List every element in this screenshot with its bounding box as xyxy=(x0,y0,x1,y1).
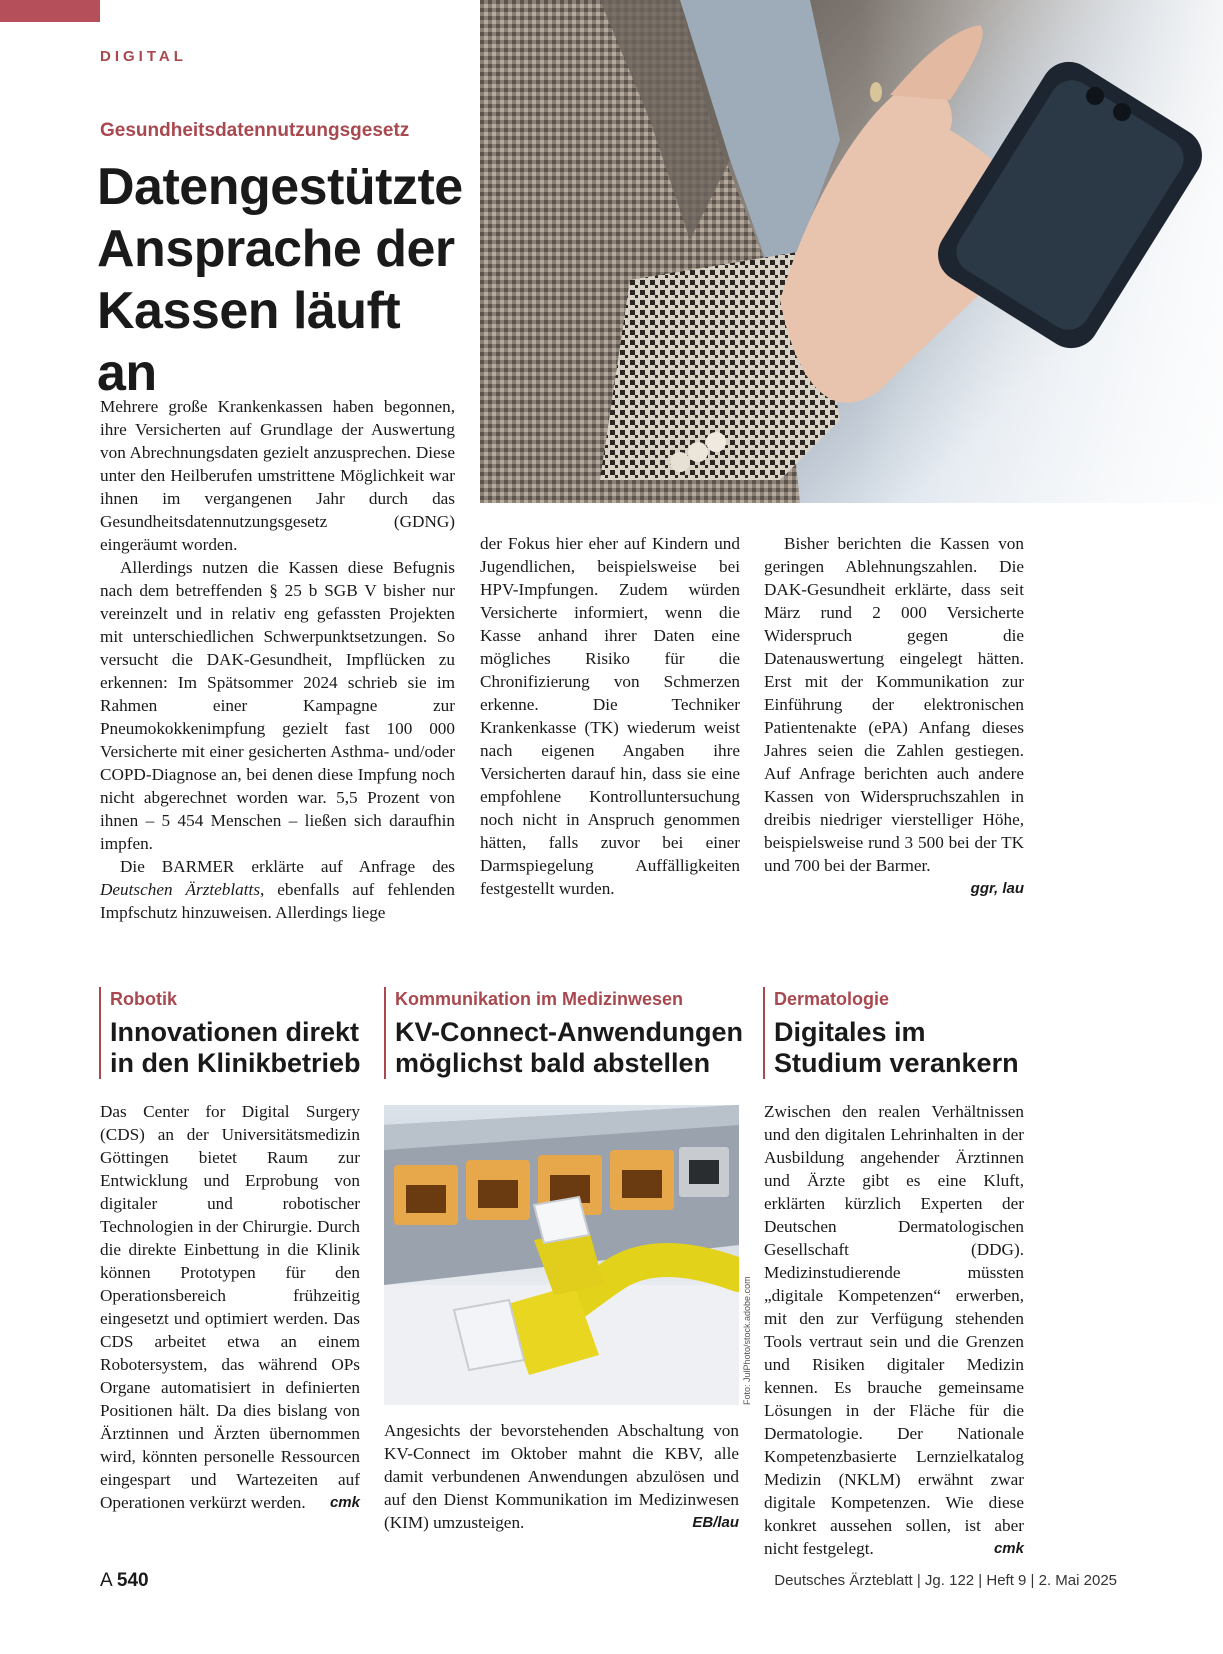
box-title: Digitales im Studium verankern xyxy=(774,1017,1019,1078)
main-headline: Datengestützte Ansprache der Kassen läuft an xyxy=(97,158,463,402)
photo-credit: Foto: JulPhoto/stock.adobe.com xyxy=(742,1276,752,1405)
dermatologie-header xyxy=(763,987,1036,1079)
author-signature: EB/lau xyxy=(692,1514,739,1531)
main-article-column-1 xyxy=(100,395,455,924)
paragraph-text: Die BARMER erklärte auf Anfrage des xyxy=(120,857,455,876)
robotik-body xyxy=(100,1100,360,1514)
paragraph: Mehrere große Krankenkassen haben begonnen, ihre Versicherten auf Grundlage der Auswertung von Abrechnungsdaten gezielt anzusprechen. Diese unter den Heilberufen umstrittene Möglichkeit war ihnen im vergangenen Jahr durch das Gesundheitsdatennutzungsgesetz (GDNG) eingeräumt worden. xyxy=(100,397,455,554)
paragraph-text: Zwischen den realen Verhältnissen und den digitalen Lehrinhalten in der Ausbildung angehender Ärztinnen und Ärzte gibt es eine Kluft, erklärten kürzlich Experten der Deutschen Dermatologischen Gesellschaft (DDG). Medizinstudierende müssten „digitale Kompetenzen“ erwerben, mit den zur Verfügung stehenden Tools vertraut sein und die Grenzen und Risiken digitaler Medizin kennen. Es brauche gemeinsame Lösungen in der Fläche für die Dermatologie. Der Nationale Kompetenzbasierte Lernzielkatalog Medizin (NKLM) erwähnt zwar digitale Kompetenzen. Wie diese konkret aussehen sollen, ist aber nicht festgelegt. xyxy=(764,1102,1024,1558)
network-cable-photo xyxy=(384,1105,739,1405)
box-title: KV-Connect-Anwendungen möglichst bald abstellen xyxy=(395,1017,743,1078)
paragraph: Bisher berichten die Kassen von geringen Ablehnungszahlen. Die DAK-Gesundheit erklärte, dass seit März rund 2 000 Versicherte Widerspruch gegen die Datenauswertung eingelegt hätten. Erst mit der Kommunikation zur Einführung der elektronischen Patientenakte (ePA) Anfang dieses Jahres seien die Zahlen gestiegen. Auf Anfrage berichten auch andere Kassen von Widerspruchszahlen in dreibis niedriger vierstelliger Höhe, beispielsweise rund 3 500 bei der TK und 700 bei der Barmer. xyxy=(764,534,1024,875)
box-kicker: Robotik xyxy=(110,989,177,1009)
paragraph-text: Angesichts der bevorstehenden Abschaltung von KV-Connect im Oktober mahnt die KBV, alle damit verbundenen Anwendungen abzulösen und auf den Dienst Kommunikation im Medizinwesen (KIM) umzusteigen. xyxy=(384,1421,739,1532)
author-signature: cmk xyxy=(329,1494,360,1511)
paragraph: Allerdings nutzen die Kassen diese Befugnis nach dem betreffenden § 25 b SGB V bisher nur vereinzelt und in relativ eng gefassten Projekten mit unterschiedlichen Schwerpunktsetzungen. So versucht die DAK-Gesundheit, Impflücken zu erkennen: Im Spätsommer 2024 schrieb sie im Rahmen einer Kampagne zur Pneumokokkenimpfung gezielt fast 100 000 Versicherte mit einer gesicherten Asthma- und/oder COPD-Diagnose an, bei denen diese Impfung noch nicht abgerechnet worden war. 5,5 Prozent von ihnen – 5 454 Menschen – ließen sich daraufhin impfen. xyxy=(100,558,455,853)
paragraph-text: Das Center for Digital Surgery (CDS) an der Universitätsmedizin Göttingen bietet Raum zur Entwicklung und Erprobung von digitaler und robotischer Technologien in der Chirurgie. Durch die direkte Einbettung in die Klinik können Prototypen für den Operationsbereich frühzeitig eingesetzt und optimiert werden. Das CDS arbeitet etwa an einem Robotersystem, das während OPs Organe automatisiert in definierten Positionen hält. Da dies bislang von Ärztinnen und Ärzten übernommen wird, könnten personelle Ressourcen eingespart und Wartezeiten auf Operationen verkürzt werden. xyxy=(100,1102,360,1512)
section-label: DIGITAL xyxy=(100,48,187,65)
paragraph xyxy=(100,855,455,924)
page-number xyxy=(100,1570,149,1592)
box-kicker: Dermatologie xyxy=(774,989,890,1009)
paragraph xyxy=(764,1100,1024,1560)
paragraph-italic: Deutschen Ärzteblatts xyxy=(100,880,261,899)
main-kicker: Gesundheitsdatennutzungsgesetz xyxy=(100,120,410,141)
accent-bar xyxy=(0,0,100,22)
paragraph xyxy=(100,1100,360,1514)
journal-info: Deutsches Ärzteblatt | Jg. 122 | Heft 9 | 2. Mai 2025 xyxy=(774,1572,1117,1589)
paragraph xyxy=(384,1419,739,1534)
author-signature: ggr, lau xyxy=(970,880,1024,897)
box-kicker: Kommunikation im Medizinwesen xyxy=(395,989,684,1009)
dermatologie-body xyxy=(764,1100,1024,1560)
main-article-column-2 xyxy=(480,532,740,900)
kommunikation-body xyxy=(384,1419,739,1534)
paragraph: der Fokus hier eher auf Kindern und Jugendlichen, beispielsweise bei HPV-Impfungen. Zudem würden Versicherte informiert, wenn die Kasse anhand ihrer Daten eine mögliches Risiko für die Chronifizierung von Schmerzen erkenne. Die Techniker Krankenkasse (TK) wiederum weist nach eigenen Angaben ihre Versicherten darauf hin, dass sie eine empfohlene Kontrolluntersuchung noch nicht in Anspruch genommen hätten, falls zuvor bei einer Darmspiegelung Auffälligkeiten festgestellt wurden. xyxy=(480,534,740,898)
main-article-column-3 xyxy=(764,532,1024,900)
page-prefix: A xyxy=(100,1570,112,1591)
author-signature: cmk xyxy=(993,1540,1024,1557)
smartphone-hand-photo xyxy=(480,0,1223,503)
box-title: Innovationen direkt in den Klinikbetrieb xyxy=(110,1017,361,1078)
kommunikation-header xyxy=(384,987,745,1079)
robotik-header xyxy=(99,987,372,1079)
paragraph-text: , ebenfalls auf fehlenden Impfschutz hinzuweisen. Allerdings liege xyxy=(100,880,455,922)
page-number-value: 540 xyxy=(116,1570,149,1591)
